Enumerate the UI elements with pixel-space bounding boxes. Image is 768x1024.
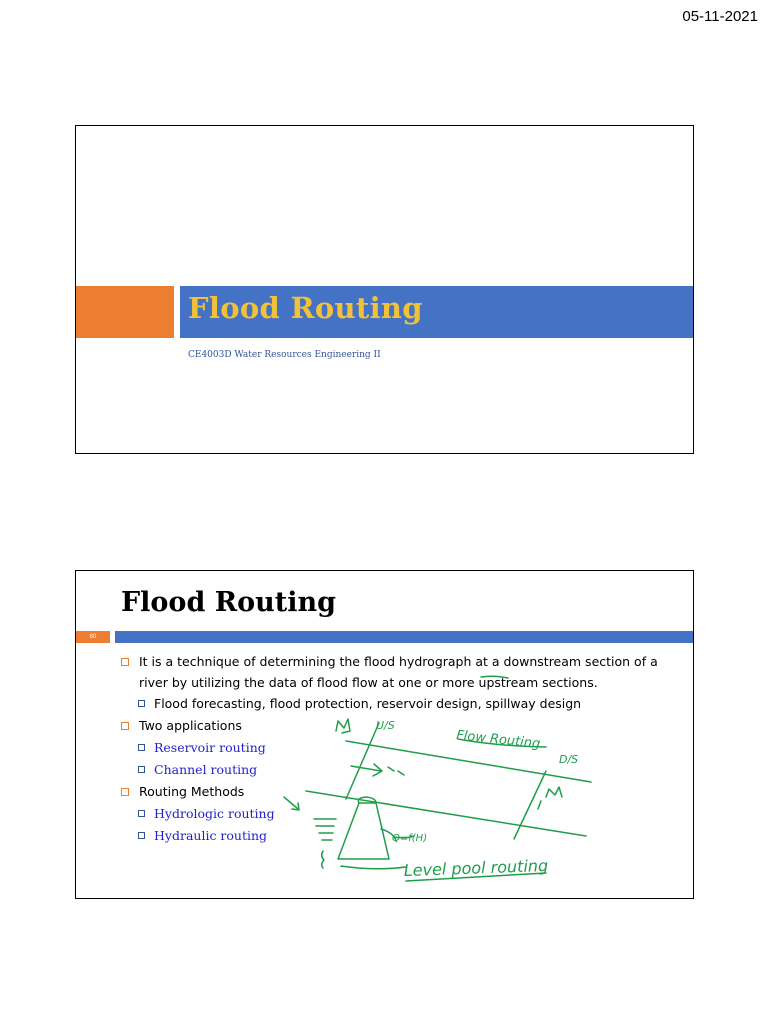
label-q-equation: Q=f(H) bbox=[392, 833, 428, 844]
title-underline-bar bbox=[115, 631, 693, 643]
square-bullet-icon bbox=[138, 744, 145, 751]
list-item bbox=[121, 803, 681, 825]
label-flow-routing: Flow Routing bbox=[455, 728, 541, 752]
label-level-pool-routing: Level pool routing bbox=[403, 855, 549, 880]
bullet-list bbox=[121, 651, 681, 847]
list-item bbox=[121, 715, 681, 737]
slide-title: Flood Routing bbox=[188, 291, 423, 325]
bullet-text: Two applications bbox=[139, 718, 242, 733]
label-us: U/S bbox=[376, 719, 395, 732]
list-item bbox=[121, 651, 681, 693]
list-item bbox=[121, 825, 681, 847]
ground-line bbox=[341, 866, 406, 869]
square-bullet-icon bbox=[138, 810, 145, 817]
slide-number: 80 bbox=[76, 631, 110, 643]
date-stamp: 05-11-2021 bbox=[682, 8, 758, 25]
label-ds: D/S bbox=[559, 753, 579, 766]
orange-accent-block bbox=[76, 286, 174, 338]
content-slide bbox=[75, 570, 694, 899]
bullet-text: It is a technique of determining the flood hydrograph at a downstream section of a river by utilizing the data of flood flow at one or more upstream sections. bbox=[139, 654, 658, 690]
bullet-text: Channel routing bbox=[154, 762, 258, 777]
bullet-text: Hydrologic routing bbox=[154, 806, 275, 821]
slide-title: Flood Routing bbox=[121, 587, 337, 618]
square-bullet-icon bbox=[121, 658, 129, 666]
list-item bbox=[121, 759, 681, 781]
title-slide bbox=[75, 125, 694, 454]
square-bullet-icon bbox=[121, 722, 129, 730]
course-subtitle: CE4003D Water Resources Engineering II bbox=[188, 350, 381, 360]
square-bullet-icon bbox=[138, 832, 145, 839]
list-item bbox=[121, 737, 681, 759]
bullet-text: Reservoir routing bbox=[154, 740, 266, 755]
bullet-text: Routing Methods bbox=[139, 784, 245, 799]
bullet-text: Hydraulic routing bbox=[154, 828, 268, 843]
square-bullet-icon bbox=[121, 788, 129, 796]
list-item bbox=[121, 693, 681, 715]
level-pool-underline bbox=[406, 873, 546, 881]
square-bullet-icon bbox=[138, 700, 145, 707]
square-bullet-icon bbox=[138, 766, 145, 773]
bullet-text: Flood forecasting, flood protection, reservoir design, spillway design bbox=[154, 696, 582, 711]
list-item bbox=[121, 781, 681, 803]
water-wiggle bbox=[322, 851, 324, 868]
